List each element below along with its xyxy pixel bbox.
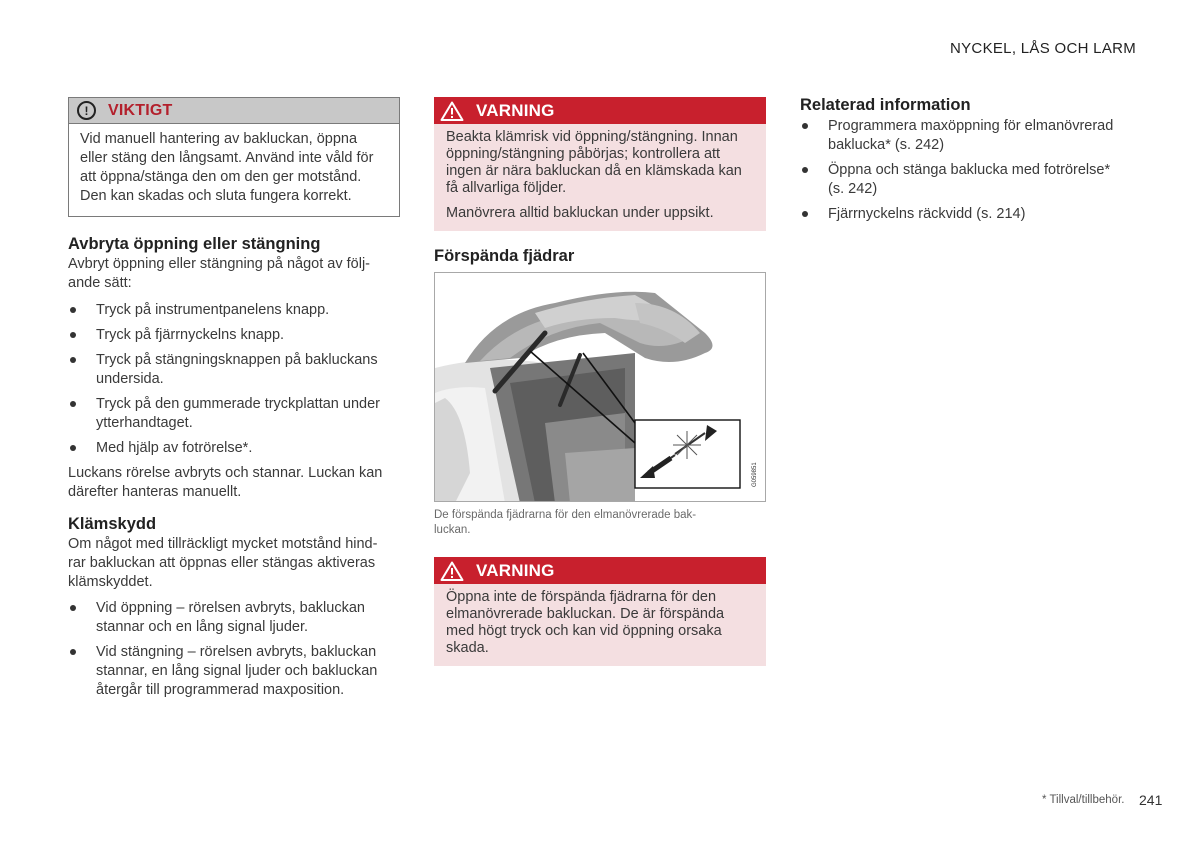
text-line: luckan. <box>434 524 471 536</box>
bullet-icon <box>70 445 76 451</box>
text-line: Tryck på fjärrnyckelns knapp. <box>96 327 285 343</box>
text-line: Öppna och stänga baklucka med fotrörelse* <box>828 162 1111 178</box>
text-line: Vid manuell hantering av bakluckan, öppna <box>80 131 358 147</box>
related-links-list <box>800 117 1140 224</box>
paragraph <box>68 255 400 293</box>
list-item <box>68 301 400 320</box>
important-notice <box>68 97 400 217</box>
text-line: öppning/stängning påbörjas; kontrollera att <box>446 146 721 162</box>
text-line: klämskyddet. <box>68 574 153 590</box>
bullet-icon <box>70 605 76 611</box>
text-line: Avbryt öppning eller stängning på något av följ- <box>68 256 371 272</box>
related-link[interactable] <box>800 205 1140 224</box>
section-heading-forspanda: Förspända fjädrar <box>434 247 575 265</box>
warning-triangle-icon <box>440 561 464 581</box>
footer-note: * Tillval/tillbehör. <box>1042 794 1125 806</box>
text-line: baklucka* (s. 242) <box>828 137 945 153</box>
text-line: Om något med tillräckligt mycket motstånd hind- <box>68 536 378 552</box>
text-line: därefter hanteras manuellt. <box>68 484 242 500</box>
text-line: Med hjälp av fotrörelse*. <box>96 440 253 456</box>
text-line: Vid öppning – rörelsen avbryts, bakluckan <box>96 600 365 616</box>
warning-notice-header <box>434 557 766 584</box>
text-line: återgår till programmerad maxposition. <box>96 682 345 698</box>
figure-caption <box>434 508 744 538</box>
text-line: Fjärrnyckelns räckvidd (s. 214) <box>828 206 1026 222</box>
list-item <box>68 351 400 389</box>
text-line: Öppna inte de förspända fjädrarna för den <box>446 589 717 605</box>
text-line: undersida. <box>96 371 164 387</box>
page-number: 241 <box>1139 792 1163 808</box>
warning-triangle-icon <box>440 101 464 121</box>
right-column <box>800 96 1140 230</box>
text-line: ytterhandtaget. <box>96 415 193 431</box>
section-title: NYCKEL, LÅS OCH LARM <box>950 40 1137 57</box>
bullet-icon <box>802 123 808 129</box>
bullet-icon <box>70 357 76 363</box>
important-notice-header <box>69 98 399 124</box>
text-line: Luckans rörelse avbryts och stannar. Luckan kan <box>68 465 383 481</box>
important-notice-title: VIKTIGT <box>108 101 173 119</box>
important-notice-body <box>69 124 399 216</box>
warning-notice-body <box>434 584 766 666</box>
bullet-icon <box>802 211 808 217</box>
section-heading-related: Relaterad information <box>800 96 971 114</box>
paragraph <box>68 535 400 592</box>
warning-notice <box>434 97 766 231</box>
text-line: De förspända fjädrarna för den elmanövrerade bak- <box>434 509 697 521</box>
paragraph <box>68 464 400 502</box>
text-line: skada. <box>446 640 489 656</box>
text-line: Tryck på stängningsknappen på bakluckans <box>96 352 378 368</box>
paragraph: Manövrera alltid bakluckan under uppsikt. <box>446 205 714 221</box>
related-link[interactable] <box>800 161 1140 199</box>
bullet-icon <box>70 332 76 338</box>
list-item <box>68 395 400 433</box>
text-line: Tryck på den gummerade tryckplattan under <box>96 396 380 412</box>
bullet-list <box>68 599 400 700</box>
text-line: med högt tryck och kan vid öppning orsaka <box>446 623 722 639</box>
text-line: eller stäng den långsamt. Använd inte våld för <box>80 150 374 166</box>
text-line: Programmera maxöppning för elmanövrerad <box>828 118 1114 134</box>
list-item <box>68 326 400 345</box>
tailgate-illustration <box>435 273 766 502</box>
bullet-list <box>68 301 400 458</box>
list-item <box>68 599 400 637</box>
text-line: ingen är nära bakluckan då en klämskada kan <box>446 163 742 179</box>
paragraph <box>446 129 754 197</box>
warning-notice-title: VARNING <box>476 100 555 120</box>
exclamation-circle-icon: ! <box>77 101 96 120</box>
text-line: Beakta klämrisk vid öppning/stängning. Innan <box>446 129 738 145</box>
warning-notice-title: VARNING <box>476 560 555 580</box>
text-line: Tryck på instrumentpanelens knapp. <box>96 302 330 318</box>
section-heading-klamskydd: Klämskydd <box>68 515 157 533</box>
tailgate-springs-illustration <box>434 272 766 502</box>
text-line: ande sätt: <box>68 275 132 291</box>
text-line: få allvarliga följder. <box>446 180 567 196</box>
text-line: stannar, en lång signal ljuder och bakluckan <box>96 663 378 679</box>
list-item <box>68 643 400 700</box>
middle-column <box>434 97 766 666</box>
bullet-icon <box>802 167 808 173</box>
text-line: Den kan skadas och sluta fungera korrekt. <box>80 188 352 204</box>
section-heading-avbryta: Avbryta öppning eller stängning <box>68 235 321 253</box>
warning-notice <box>434 557 766 666</box>
list-item <box>68 439 400 458</box>
warning-notice-header <box>434 97 766 124</box>
text-line: (s. 242) <box>828 181 878 197</box>
text-line: rar bakluckan att öppnas eller stängas aktiveras <box>68 555 376 571</box>
text-line: stannar och en lång signal ljuder. <box>96 619 309 635</box>
left-column <box>68 97 400 706</box>
text-line: att öppna/stänga den om den ger motstånd. <box>80 169 362 185</box>
bullet-icon <box>70 307 76 313</box>
warning-notice-body <box>434 124 766 231</box>
figure-code: G059851 <box>752 462 758 487</box>
text-line: Vid stängning – rörelsen avbryts, bakluckan <box>96 644 377 660</box>
related-link[interactable] <box>800 117 1140 155</box>
bullet-icon <box>70 401 76 407</box>
bullet-icon <box>70 649 76 655</box>
text-line: elmanövrerade bakluckan. De är förspända <box>446 606 725 622</box>
